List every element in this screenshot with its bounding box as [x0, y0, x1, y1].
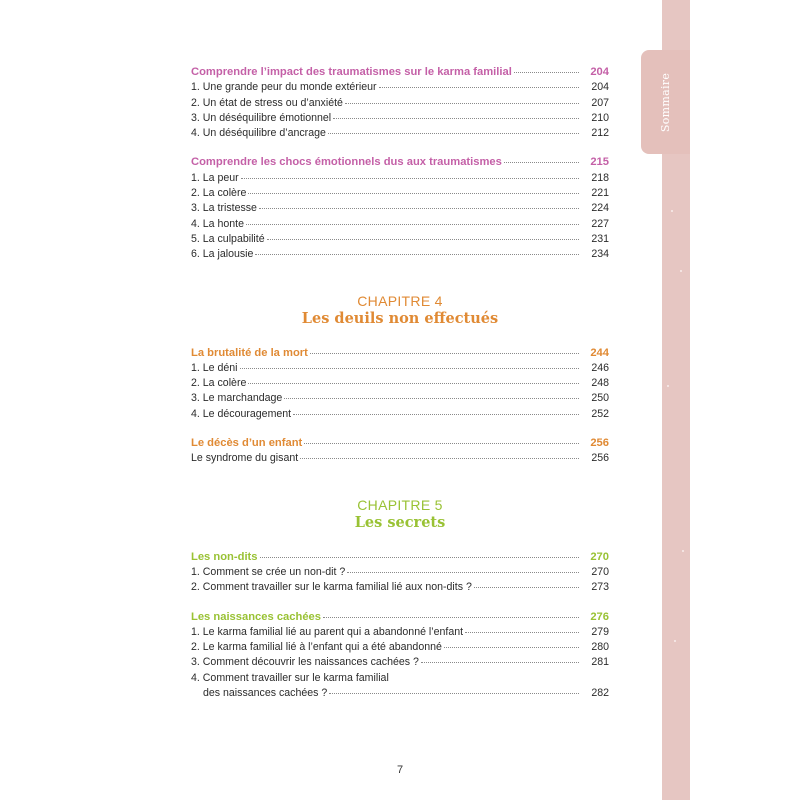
toc-section — [191, 155, 609, 262]
toc-entry[interactable]: 3. La tristesse 224 — [191, 202, 609, 215]
toc-entry[interactable]: 4. La honte 227 — [191, 217, 609, 230]
sidebar-sparkle — [680, 270, 682, 272]
toc-entry[interactable]: 2. Le karma familial lié à l’enfant qui a été abandonné 280 — [191, 641, 609, 654]
toc-entry-line[interactable]: 4. Comment travailler sur le karma familial — [191, 671, 389, 684]
sidebar-sparkle — [682, 550, 684, 552]
toc-entry[interactable]: 4. Un déséquilibre d’ancrage 212 — [191, 127, 609, 140]
toc-entry[interactable]: 3. Le marchandage 250 — [191, 392, 609, 405]
toc-entry[interactable]: 1. Le déni 246 — [191, 361, 609, 374]
section-heading[interactable]: Les non-dits 270 — [191, 550, 609, 563]
sidebar-sparkle — [674, 640, 676, 642]
toc-entry[interactable]: 3. Un déséquilibre émotionnel 210 — [191, 111, 609, 124]
table-of-contents — [191, 65, 609, 715]
toc-section — [191, 550, 609, 596]
toc-entry[interactable]: des naissances cachées ? 282 — [203, 687, 609, 700]
chapter-4-header — [191, 293, 609, 328]
section-heading[interactable]: Comprendre les chocs émotionnels dus aux traumatismes 215 — [191, 156, 609, 169]
toc-section — [191, 346, 609, 422]
toc-entry[interactable]: 1. La peur 218 — [191, 171, 609, 184]
section-heading[interactable]: Le décès d’un enfant 256 — [191, 437, 609, 450]
section-heading[interactable]: Comprendre l’impact des traumatismes sur le karma familial 204 — [191, 66, 609, 78]
sidebar-sparkle — [667, 385, 669, 387]
toc-entry[interactable]: 2. La colère 248 — [191, 377, 609, 390]
sommaire-tab[interactable] — [641, 50, 690, 154]
chapter-number: CHAPITRE 5 — [357, 496, 443, 513]
chapter-title: Les deuils non effectués — [301, 309, 499, 327]
toc-entry[interactable]: 2. Un état de stress ou d’anxiété 207 — [191, 96, 609, 109]
section-heading[interactable]: Les naissances cachées 276 — [191, 610, 609, 623]
toc-entry[interactable]: 2. La colère 221 — [191, 187, 609, 200]
toc-entry[interactable]: Le syndrome du gisant 256 — [191, 452, 609, 465]
toc-entry[interactable]: 1. Comment se crée un non-dit ? 270 — [191, 565, 609, 578]
toc-section — [191, 610, 609, 702]
sommaire-tab-label: Sommaire — [659, 72, 673, 132]
chapter-title: Les secrets — [354, 513, 446, 531]
toc-entry[interactable]: 1. Une grande peur du monde extérieur 204 — [191, 81, 609, 94]
toc-entry[interactable]: 4. Le découragement 252 — [191, 407, 609, 420]
toc-entry[interactable]: 1. Le karma familial lié au parent qui a abandonné l’enfant 279 — [191, 625, 609, 638]
sidebar-sparkle — [671, 210, 673, 212]
toc-section — [191, 436, 609, 467]
toc-section — [191, 65, 609, 141]
toc-entry[interactable]: 5. La culpabilité 231 — [191, 232, 609, 245]
chapter-number: CHAPITRE 4 — [357, 292, 443, 309]
page-number: 7 — [396, 764, 404, 776]
section-heading[interactable]: La brutalité de la mort 244 — [191, 346, 609, 359]
toc-entry[interactable]: 6. La jalousie 234 — [191, 248, 609, 261]
toc-entry[interactable]: 2. Comment travailler sur le karma familial lié aux non-dits ? 273 — [191, 581, 609, 594]
toc-entry[interactable]: 3. Comment découvrir les naissances cachées ? 281 — [191, 656, 609, 669]
chapter-5-header — [191, 497, 609, 532]
